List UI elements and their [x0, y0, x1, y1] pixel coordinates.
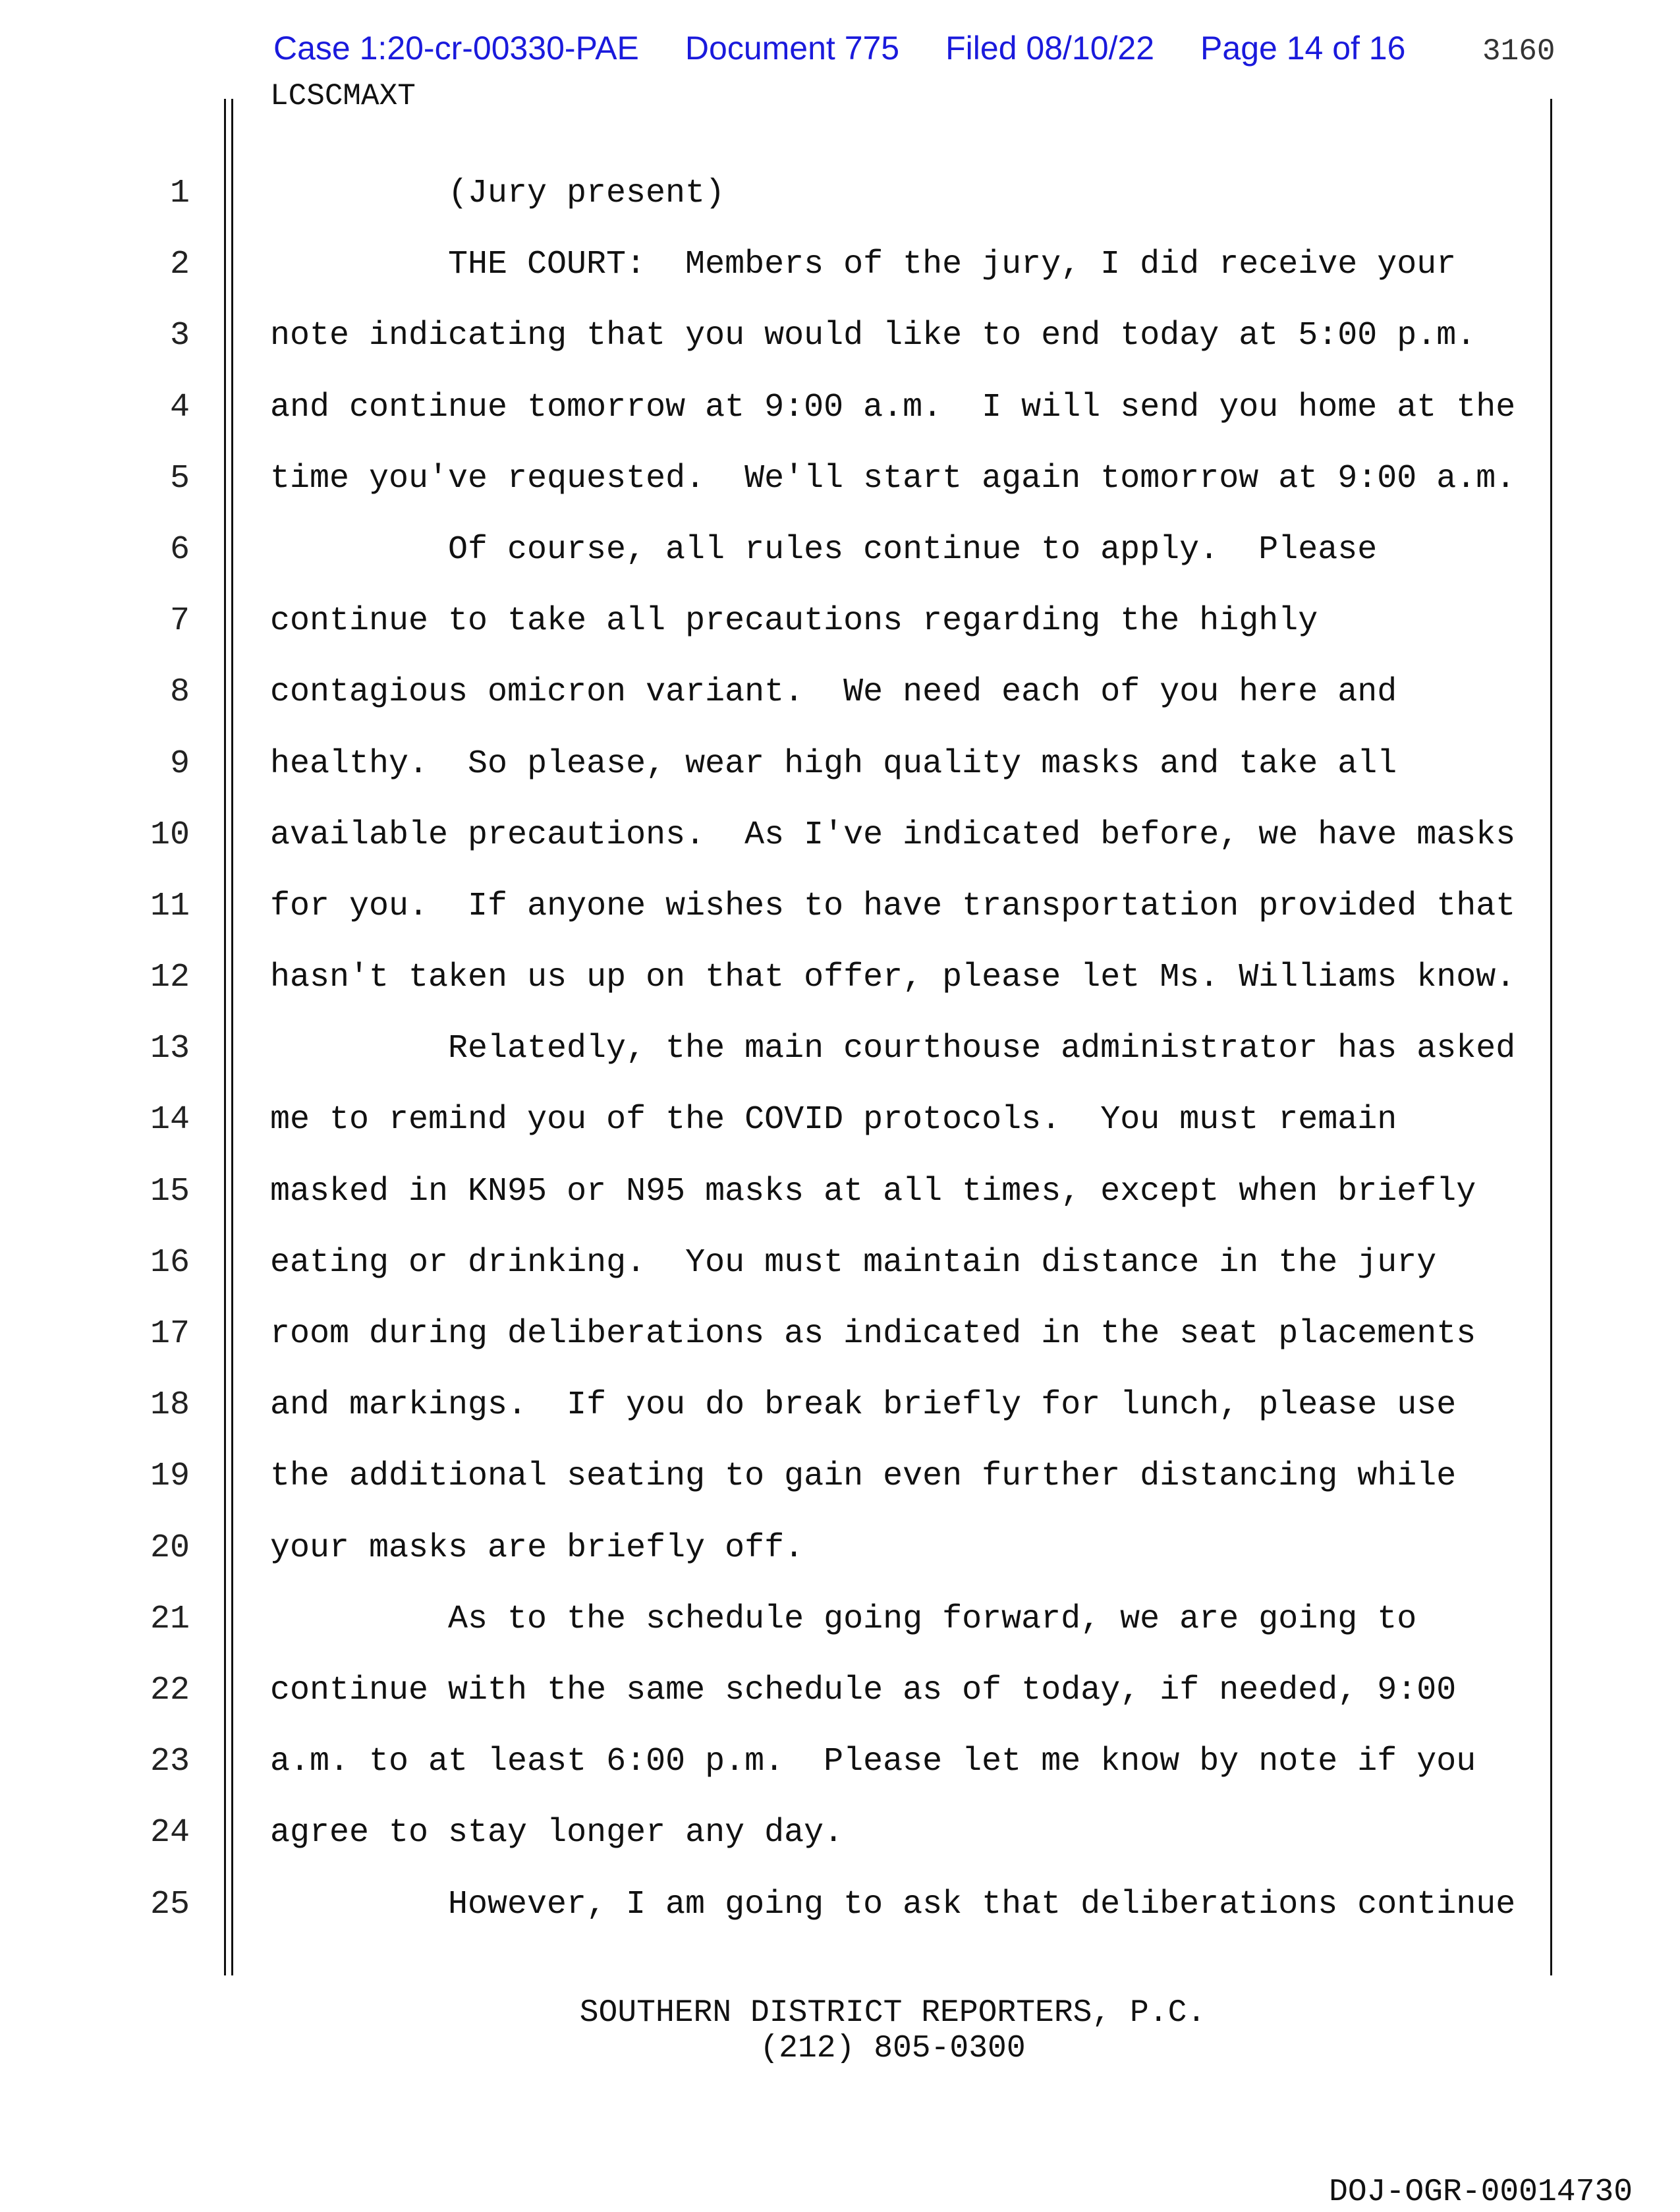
line-text: However, I am going to ask that deliberations continue	[448, 1885, 1516, 1923]
transcript-line	[0, 1171, 1680, 1242]
line-number: 15	[150, 1172, 190, 1210]
transcript-line	[0, 1384, 1680, 1456]
line-number: 1	[169, 175, 190, 212]
line-number: 21	[150, 1600, 190, 1638]
line-text: your masks are briefly off.	[270, 1529, 804, 1567]
line-number: 11	[150, 887, 190, 925]
line-text: hasn't taken us up on that offer, please let Ms. Williams know.	[270, 959, 1516, 997]
transcript-line	[0, 600, 1680, 671]
line-text: time you've requested. We'll start again tomorrow at 9:00 a.m.	[270, 459, 1516, 497]
line-text: continue to take all precautions regarding the highly	[270, 602, 1318, 640]
transcript-line	[0, 1599, 1680, 1670]
transcript-line	[0, 957, 1680, 1028]
transcript-code: LCSCMAXT	[270, 79, 416, 113]
page-indicator: Page 14 of 16	[1200, 30, 1406, 67]
line-text: continue with the same schedule as of today, if needed, 9:00	[270, 1671, 1457, 1709]
line-text: and continue tomorrow at 9:00 a.m. I will send you home at the	[270, 388, 1516, 426]
transcript-line	[0, 1812, 1680, 1883]
reporter-phone: (212) 805-0300	[760, 2031, 1026, 2066]
line-text: Relatedly, the main courthouse administrator has asked	[448, 1030, 1516, 1068]
line-text: (Jury present)	[448, 175, 725, 212]
line-number: 23	[150, 1743, 190, 1781]
line-number: 3	[169, 317, 190, 355]
case-number: Case 1:20-cr-00330-PAE	[273, 30, 639, 67]
line-text: for you. If anyone wishes to have transportation provided that	[270, 887, 1516, 925]
line-number: 19	[150, 1458, 190, 1496]
line-number: 4	[169, 388, 190, 426]
transcript-line	[0, 671, 1680, 743]
reporter-name: SOUTHERN DISTRICT REPORTERS, P.C.	[579, 1995, 1206, 2031]
line-number: 18	[150, 1386, 190, 1425]
transcript-line	[0, 1884, 1680, 1955]
line-number: 22	[150, 1671, 190, 1709]
document-number: Document 775	[685, 30, 900, 67]
line-number: 20	[150, 1529, 190, 1567]
line-text: available precautions. As I've indicated before, we have masks	[270, 816, 1516, 854]
line-number: 5	[169, 459, 190, 497]
transcript-line	[0, 1313, 1680, 1384]
line-text: eating or drinking. You must maintain distance in the jury	[270, 1243, 1437, 1282]
transcript-body	[0, 173, 1680, 1955]
transcript-line	[0, 814, 1680, 886]
line-text: Of course, all rules continue to apply. Please	[448, 530, 1378, 569]
line-text: room during deliberations as indicated in the seat placements	[270, 1315, 1476, 1353]
line-text: As to the schedule going forward, we are going to	[448, 1600, 1417, 1638]
line-text: healthy. So please, wear high quality masks and take all	[270, 745, 1397, 783]
line-number: 13	[150, 1030, 190, 1068]
transcript-line	[0, 387, 1680, 458]
transcript-line	[0, 1099, 1680, 1170]
transcript-line	[0, 1242, 1680, 1313]
transcript-line	[0, 315, 1680, 386]
transcript-line	[0, 173, 1680, 244]
line-number: 8	[169, 673, 190, 712]
line-text: a.m. to at least 6:00 p.m. Please let me know by note if you	[270, 1743, 1476, 1781]
line-text: THE COURT: Members of the jury, I did receive your	[448, 246, 1457, 284]
line-number: 17	[150, 1315, 190, 1353]
line-number: 10	[150, 816, 190, 854]
line-text: and markings. If you do break briefly for lunch, please use	[270, 1386, 1457, 1425]
line-number: 24	[150, 1814, 190, 1852]
line-text: note indicating that you would like to end today at 5:00 p.m.	[270, 317, 1476, 355]
transcript-line	[0, 886, 1680, 957]
transcript-line	[0, 529, 1680, 600]
line-number: 16	[150, 1243, 190, 1282]
transcript-line	[0, 1527, 1680, 1599]
bates-number: DOJ-OGR-00014730	[1329, 2174, 1633, 2210]
transcript-line	[0, 244, 1680, 315]
filed-date: Filed 08/10/22	[945, 30, 1155, 67]
line-number: 2	[169, 246, 190, 284]
transcript-line	[0, 1670, 1680, 1741]
line-number: 12	[150, 959, 190, 997]
transcript-line	[0, 1456, 1680, 1527]
line-text: the additional seating to gain even further distancing while	[270, 1458, 1457, 1496]
filing-header	[273, 29, 1405, 67]
transcript-page-number: 3160	[1482, 34, 1555, 69]
line-text: agree to stay longer any day.	[270, 1814, 844, 1852]
line-text: contagious omicron variant. We need each of you here and	[270, 673, 1397, 712]
line-number: 14	[150, 1101, 190, 1139]
line-text: masked in KN95 or N95 masks at all times, except when briefly	[270, 1172, 1476, 1210]
line-number: 9	[169, 745, 190, 783]
transcript-line	[0, 1028, 1680, 1099]
transcript-line	[0, 458, 1680, 529]
line-number: 25	[150, 1885, 190, 1923]
line-text: me to remind you of the COVID protocols. You must remain	[270, 1101, 1397, 1139]
transcript-line	[0, 743, 1680, 814]
line-number: 7	[169, 602, 190, 640]
transcript-line	[0, 1741, 1680, 1812]
line-number: 6	[169, 530, 190, 569]
